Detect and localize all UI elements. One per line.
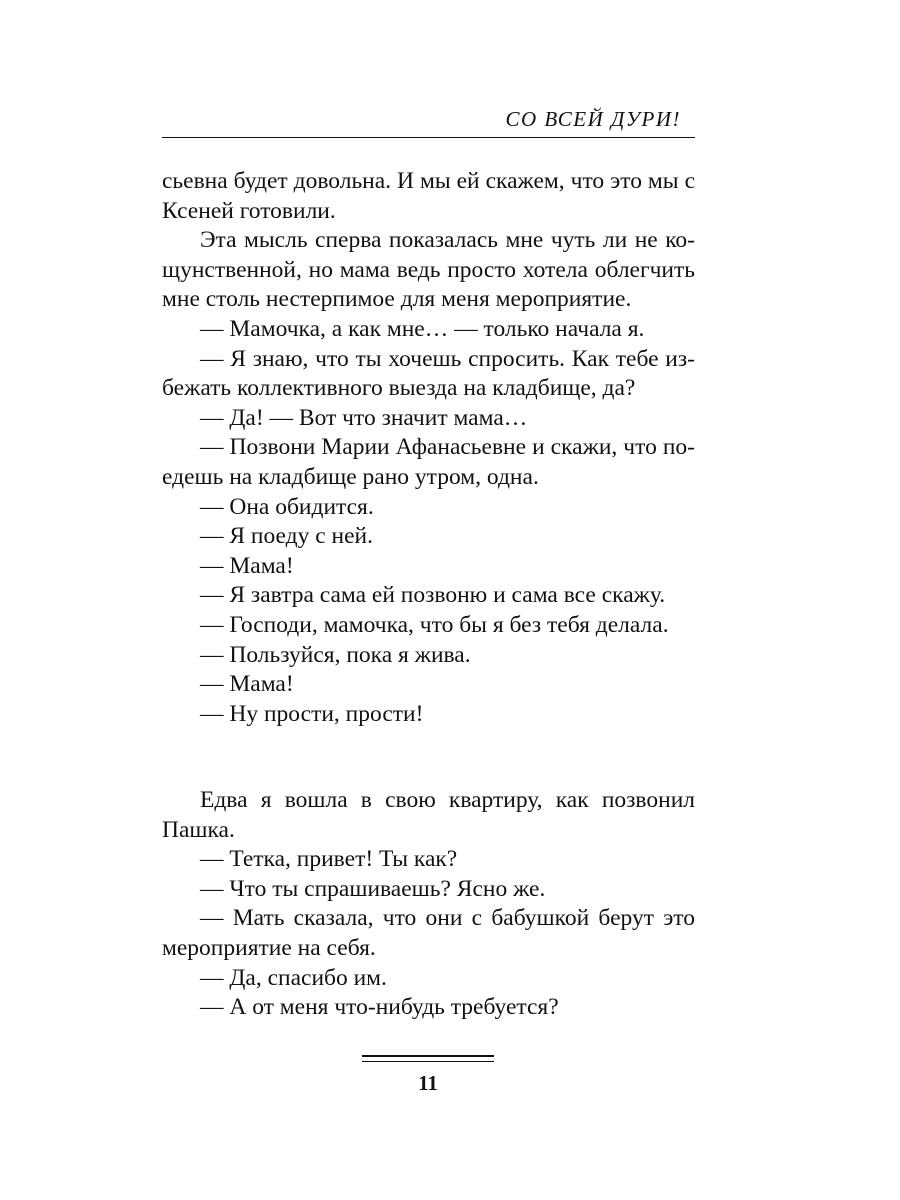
running-title: СО ВСЕЙ ДУРИ!: [505, 107, 681, 131]
dialogue-line: — Мамочка, а как мне… — только начала я.: [200, 315, 645, 342]
dialogue-line: — Тетка, привет! Ты как?: [200, 846, 458, 873]
dialogue-line: — Да! — Вот что значит мама…: [200, 404, 528, 431]
dialogue-line: — Ну прости, прости!: [200, 700, 424, 727]
dialogue-line: — Мама!: [200, 671, 294, 698]
text-section-1: [162, 167, 695, 729]
paragraph: Эта мысль сперва показалась мне чуть ли не ко-щунственной, но мама ведь просто хотела облегчить мне столь нестерпимое для меня мероприятие.: [162, 227, 695, 313]
text-section-2: [162, 786, 695, 1023]
dialogue-line: — Мама!: [200, 552, 294, 579]
dialogue-line: — Что ты спрашиваешь? Ясно же.: [200, 875, 546, 902]
dialogue-line: — Мать сказала, что они с бабушкой берут это мероприятие на себя.: [162, 905, 695, 961]
dialogue-line: — Пользуйся, пока я жива.: [200, 641, 471, 668]
header-rule: [162, 137, 695, 138]
dialogue-line: — Я знаю, что ты хочешь спросить. Как тебе из-бежать коллективного выезда на кладбище, да?: [162, 345, 695, 402]
paragraph: Едва я вошла в свою квартиру, как позвонил Пашка.: [162, 787, 695, 843]
dialogue-line: — Господи, мамочка, что бы я без тебя делала.: [200, 611, 669, 638]
paragraph: сьевна будет довольна. И мы ей скажем, что это мы с Ксеней готовили.: [162, 168, 695, 224]
dialogue-line: — Я поеду с ней.: [200, 523, 374, 550]
dialogue-line: — Позвони Марии Афанасьевне и скажи, что по-едешь на кладбище рано утром, одна.: [162, 434, 695, 490]
dialogue-line: — Она обидится.: [200, 493, 374, 520]
page-number: 11: [418, 1071, 438, 1095]
footer-rule-thick: [362, 1055, 494, 1057]
dialogue-line: — Да, спасибо им.: [200, 964, 387, 991]
dialogue-line: — А от меня что-нибудь требуется?: [200, 994, 559, 1021]
dialogue-line: — Я завтра сама ей позвоню и сама все скажу.: [200, 582, 666, 609]
footer-rule-thin: [362, 1061, 494, 1062]
